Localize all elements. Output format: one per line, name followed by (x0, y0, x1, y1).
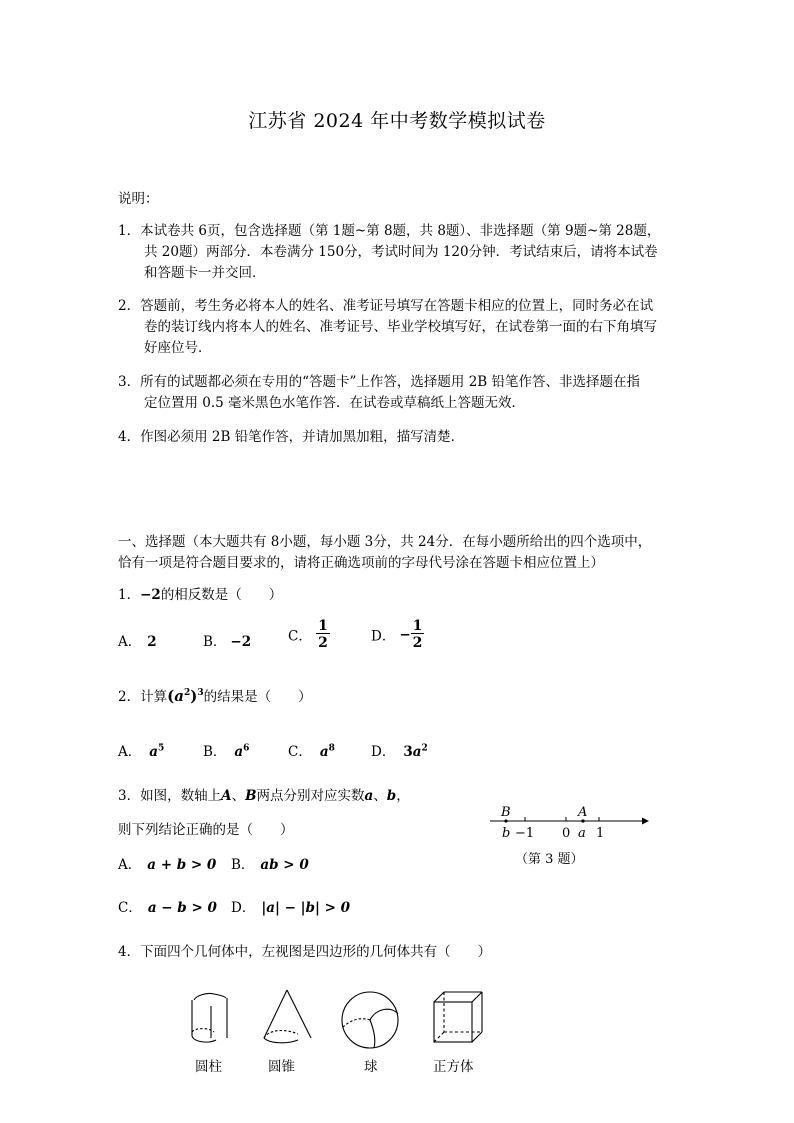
option-value: |a| − |b| > 0 (261, 900, 350, 916)
note-line: 所有的试题都必须在专用的“答题卡”上作答，选择题用 2B 铅笔作答、非选择题在指 (140, 374, 640, 390)
section-heading-line: 恰有一项是符合题目要求的，请将正确选项前的字母代号涂在答题卡相应位置上） (118, 555, 604, 571)
note-line: 和答题卡一并交回． (144, 265, 266, 281)
note-line: 卷的装订线内将本人的姓名、准考证号、毕业学校填写好，在试卷第一面的右下角填写 (144, 319, 657, 335)
math-var: a (319, 744, 329, 760)
note-line: 本试卷共 6页，包含选择题（第 1题~第 8题，共 8题）、非选择题（第 9题~第 28题， (140, 223, 661, 239)
option-value: ab > 0 (260, 857, 309, 873)
note-item-2 (118, 296, 653, 317)
q1-option-b[interactable] (203, 630, 251, 650)
math-var: b (386, 788, 397, 804)
option-label: D． (371, 744, 396, 760)
q1-option-c[interactable] (288, 619, 330, 650)
numerator: 1 (412, 618, 423, 634)
label-tick-a: a (578, 826, 586, 841)
math-var: a (234, 744, 244, 760)
cube-icon (434, 992, 482, 1042)
label-tick-0: 0 (562, 826, 571, 841)
note-line: 共 20题）两部分．本卷满分 150分，考试时间为 120分钟．考试结束后，请将本试卷 (144, 244, 658, 260)
numerator: 1 (318, 618, 328, 634)
question-text: 2．计算 (118, 689, 168, 705)
math-var: A (221, 788, 232, 804)
note-item-1 (118, 221, 660, 242)
math-var: a (149, 744, 158, 760)
fraction (411, 619, 425, 650)
question-2 (118, 683, 312, 708)
shape-label-cube: 正方体 (433, 1059, 474, 1075)
exponent: 3 (197, 688, 204, 698)
note-number: 3． (118, 374, 141, 390)
arrow-icon (642, 818, 649, 825)
note-line: 答题前，考生务必将本人的姓名、准考证号填写在答题卡相应的位置上，同时务必在试 (140, 298, 654, 314)
note-item-3 (118, 372, 640, 393)
q2-option-d[interactable] (371, 740, 428, 760)
math-expr: $(a^2)^3$ (167, 687, 204, 705)
option-value: 2 (147, 634, 157, 650)
option-label: D． (231, 900, 256, 916)
cylinder-icon (192, 993, 227, 1042)
cone-icon (264, 990, 311, 1043)
label-tick-neg1: −1 (515, 826, 535, 841)
option-label: D． (371, 628, 396, 645)
q3-option-a[interactable] (118, 853, 216, 873)
question-text: 、 (231, 788, 246, 804)
option-value: a − b > 0 (147, 900, 217, 916)
option-label: B． (203, 744, 227, 760)
note-line: 好座位号． (144, 340, 212, 356)
note-number: 2． (118, 298, 141, 314)
option-label: B． (203, 634, 227, 650)
question-4: 4．下面四个几何体中，左视图是四边形的几何体共有（ ） (118, 944, 492, 960)
math-var: a (412, 744, 422, 760)
label-point-b: B (501, 805, 511, 820)
q3-option-d[interactable] (231, 896, 350, 916)
q2-option-c[interactable] (288, 740, 335, 760)
exponent: 5 (158, 743, 165, 754)
option-label: A． (118, 857, 142, 873)
note-item-4 (118, 427, 464, 448)
question-3 (118, 786, 410, 807)
math-var: a (174, 687, 184, 705)
coefficient: 3 (403, 744, 413, 760)
q2-option-a[interactable] (118, 740, 164, 760)
option-value: a + b > 0 (147, 857, 217, 873)
exponent: 2 (183, 688, 191, 698)
option-label: C． (288, 628, 312, 645)
question-text: 的相反数是（ ） (160, 587, 283, 603)
page-title: 江苏省 2024 年中考数学模拟试卷 (248, 110, 546, 132)
q2-option-b[interactable] (203, 740, 249, 760)
option-label: C． (118, 900, 142, 916)
shape-label-cylinder: 圆柱 (195, 1059, 222, 1075)
notes-heading: 说明： (118, 191, 159, 207)
shape-label-sphere: 球 (364, 1059, 378, 1075)
exponent: 8 (328, 743, 335, 754)
option-label: C． (288, 744, 312, 760)
math-var: B (245, 788, 257, 804)
question-number: 1． (118, 587, 141, 603)
label-tick-b: b (502, 826, 511, 841)
math-var: a (364, 788, 374, 804)
option-label: B． (231, 857, 255, 873)
denominator: 2 (412, 635, 423, 651)
denominator: 2 (318, 635, 328, 651)
question-1 (118, 585, 282, 606)
q3-option-b[interactable] (231, 853, 309, 873)
note-number: 4． (118, 429, 141, 445)
note-number: 1． (118, 223, 141, 239)
fraction (316, 619, 330, 650)
option-value: −2 (230, 634, 252, 650)
question-text: 两点分别对应实数 (256, 788, 365, 804)
question-3-line2: 则下列结论正确的是（ ） (118, 822, 294, 838)
question-text: ， (396, 788, 410, 804)
math-expr: −2 (140, 587, 161, 603)
question-text: 、 (373, 788, 387, 804)
solids-figure (180, 982, 510, 1050)
sphere-icon (342, 992, 398, 1048)
section-heading-line: 一、选择题（本大题共有 8小题，每小题 3分，共 24分．在每小题所给出的四个选项中， (118, 534, 652, 550)
label-point-a: A (578, 805, 588, 820)
option-label: A． (118, 744, 142, 760)
note-line: 定位置用 0.5 毫米黑色水笔作答．在试卷或草稿纸上答题无效． (144, 395, 526, 411)
note-line: 作图必须用 2B 铅笔作答，并请加黑加粗，描写清楚． (140, 429, 465, 445)
exponent: 6 (243, 743, 250, 754)
question-text: 3．如图，数轴上 (118, 788, 222, 804)
question-text: 的结果是（ ） (203, 689, 312, 705)
q3-option-c[interactable] (118, 896, 217, 916)
minus-sign: − (399, 626, 411, 643)
number-line-figure (486, 804, 656, 844)
q1-option-a[interactable] (118, 630, 157, 650)
q1-option-d[interactable] (371, 619, 424, 650)
shape-label-cone: 圆锥 (268, 1059, 295, 1075)
exponent: 2 (421, 743, 428, 754)
figure-caption: （第 3 题） (515, 852, 584, 867)
option-label: A． (118, 634, 142, 650)
label-tick-1: 1 (596, 826, 605, 841)
